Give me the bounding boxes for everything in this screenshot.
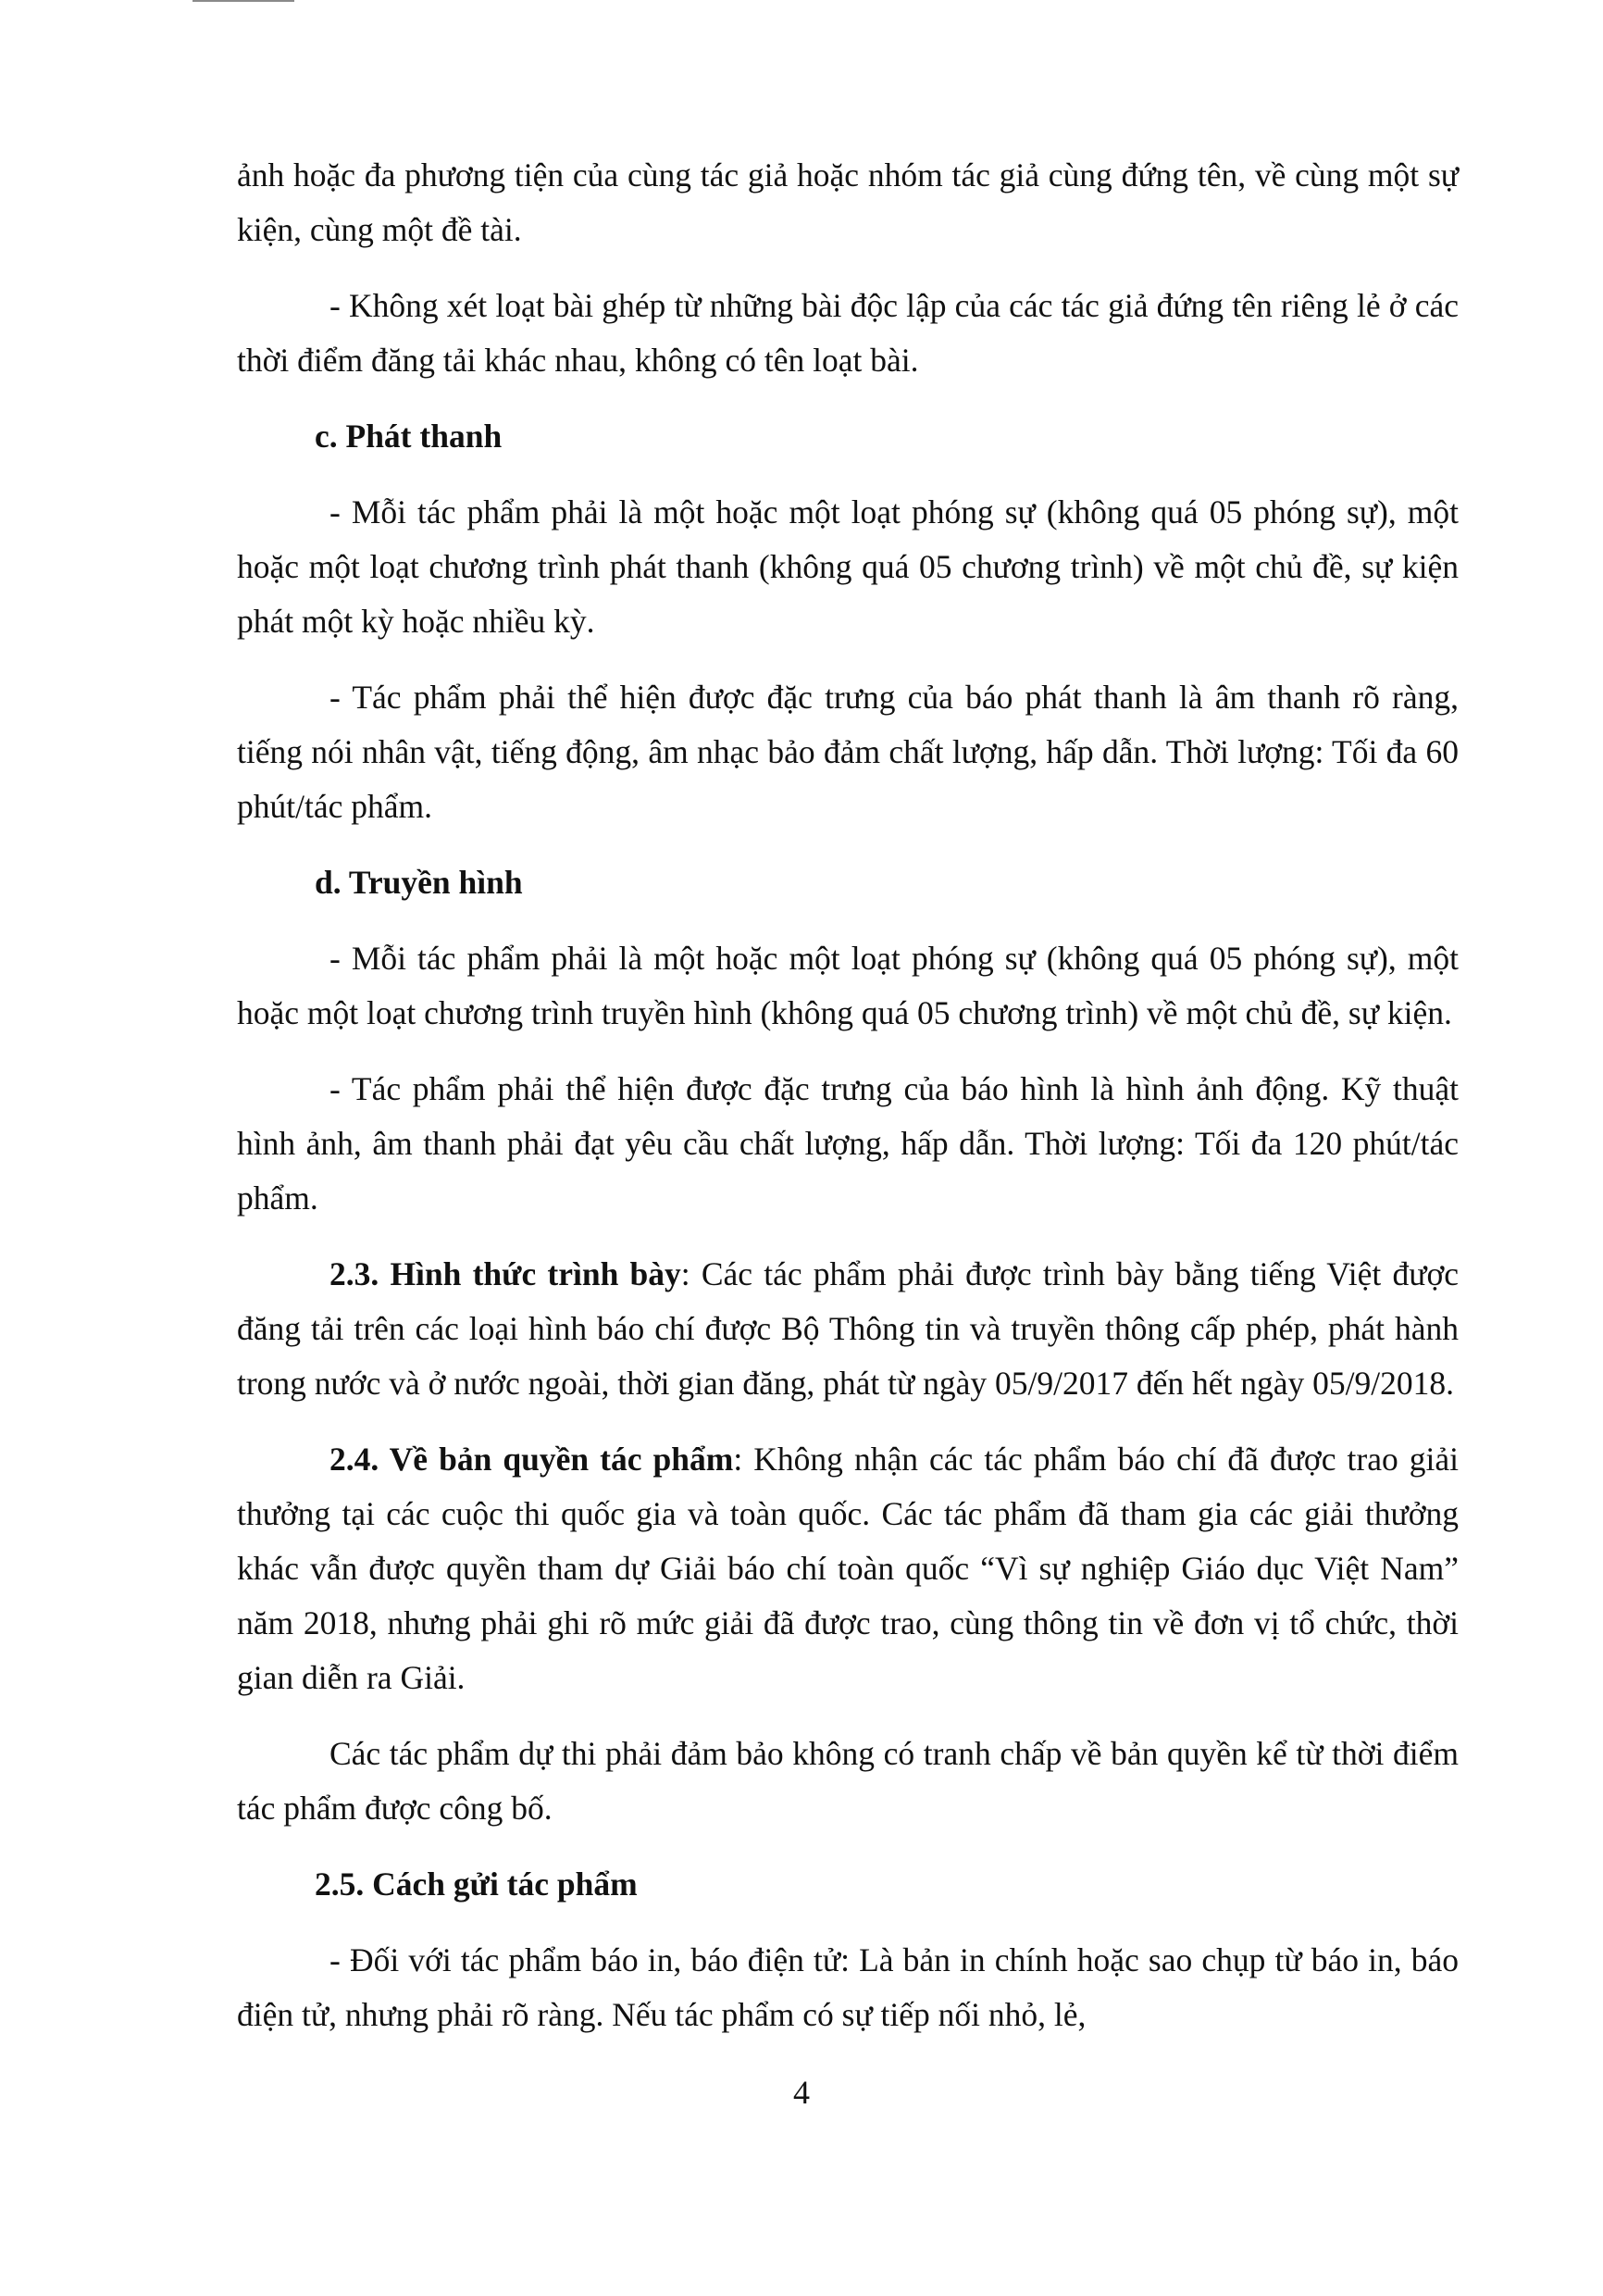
paragraph-continuation: ảnh hoặc đa phương tiện của cùng tác giả hoặc nhóm tác giả cùng đứng tên, về cùng một sự kiện, cùng một đề tài. — [237, 156, 1459, 248]
paragraph-copyright — [237, 1432, 1459, 1705]
page-number: 4 — [793, 2074, 810, 2111]
presentation-format-text: : Các tác phẩm phải được trình bày bằng tiếng Việt được đăng tải trên các loại hình báo chí được Bộ Thông tin và truyền thông cấp phép, phát hành trong nước và ở nước ngoài, thời gian đăng, phát từ ngày 05/9/2017 đến hết ngày 05/9/2018. — [237, 1255, 1459, 1402]
paragraph-print-submission: - Đối với tác phẩm báo in, báo điện tử: Là bản in chính hoặc sao chụp từ báo in, báo điện tử, nhưng phải rõ ràng. Nếu tác phẩm có sự tiếp nối nhỏ, lẻ, — [237, 1941, 1459, 2033]
paragraph-copyright-dispute: Các tác phẩm dự thi phải đảm bảo không có tranh chấp về bản quyền kể từ thời điểm tác phẩm được công bố. — [237, 1735, 1459, 1827]
paragraph-radio-requirement: - Mỗi tác phẩm phải là một hoặc một loạt phóng sự (không quá 05 phóng sự), một hoặc một loạt chương trình phát thanh (không quá 05 chương trình) về một chủ đề, sự kiện phát một kỳ hoặc nhiều kỳ. — [237, 493, 1459, 640]
paragraph-presentation-format — [237, 1247, 1459, 1411]
section-heading-submission: 2.5. Cách gửi tác phẩm — [315, 1866, 638, 1903]
document-body — [237, 148, 1459, 2064]
paragraph-television-quality: - Tác phẩm phải thể hiện được đặc trưng của báo hình là hình ảnh động. Kỹ thuật hình ảnh, âm thanh phải đạt yêu cầu chất lượng, hấp dẫn. Thời lượng: Tối đa 120 phút/tác phẩm. — [237, 1070, 1459, 1217]
presentation-format-label: 2.3. Hình thức trình bày — [329, 1255, 681, 1292]
paragraph-series-rule: - Không xét loạt bài ghép từ những bài độc lập của các tác giả đứng tên riêng lẻ ở các thời điểm đăng tải khác nhau, không có tên loạt bài. — [237, 287, 1459, 379]
copyright-text: : Không nhận các tác phẩm báo chí đã được trao giải thưởng tại các cuộc thi quốc gia và toàn quốc. Các tác phẩm đã tham gia các giải thưởng khác vẫn được quyền tham dự Giải báo chí toàn quốc “Vì sự nghiệp Giáo dục Việt Nam” năm 2018, nhưng phải ghi rõ mức giải đã được trao, cùng thông tin về đơn vị tổ chức, thời gian diễn ra Giải. — [237, 1441, 1459, 1696]
section-heading-television: d. Truyền hình — [315, 864, 523, 901]
top-edge-line — [193, 0, 294, 2]
paragraph-television-requirement: - Mỗi tác phẩm phải là một hoặc một loạt phóng sự (không quá 05 phóng sự), một hoặc một loạt chương trình truyền hình (không quá 05 chương trình) về một chủ đề, sự kiện. — [237, 940, 1459, 1031]
paragraph-radio-quality: - Tác phẩm phải thể hiện được đặc trưng của báo phát thanh là âm thanh rõ ràng, tiếng nói nhân vật, tiếng động, âm nhạc bảo đảm chất lượng, hấp dẫn. Thời lượng: Tối đa 60 phút/tác phẩm. — [237, 679, 1459, 825]
copyright-label: 2.4. Về bản quyền tác phẩm — [329, 1441, 734, 1478]
section-heading-radio: c. Phát thanh — [315, 418, 503, 455]
